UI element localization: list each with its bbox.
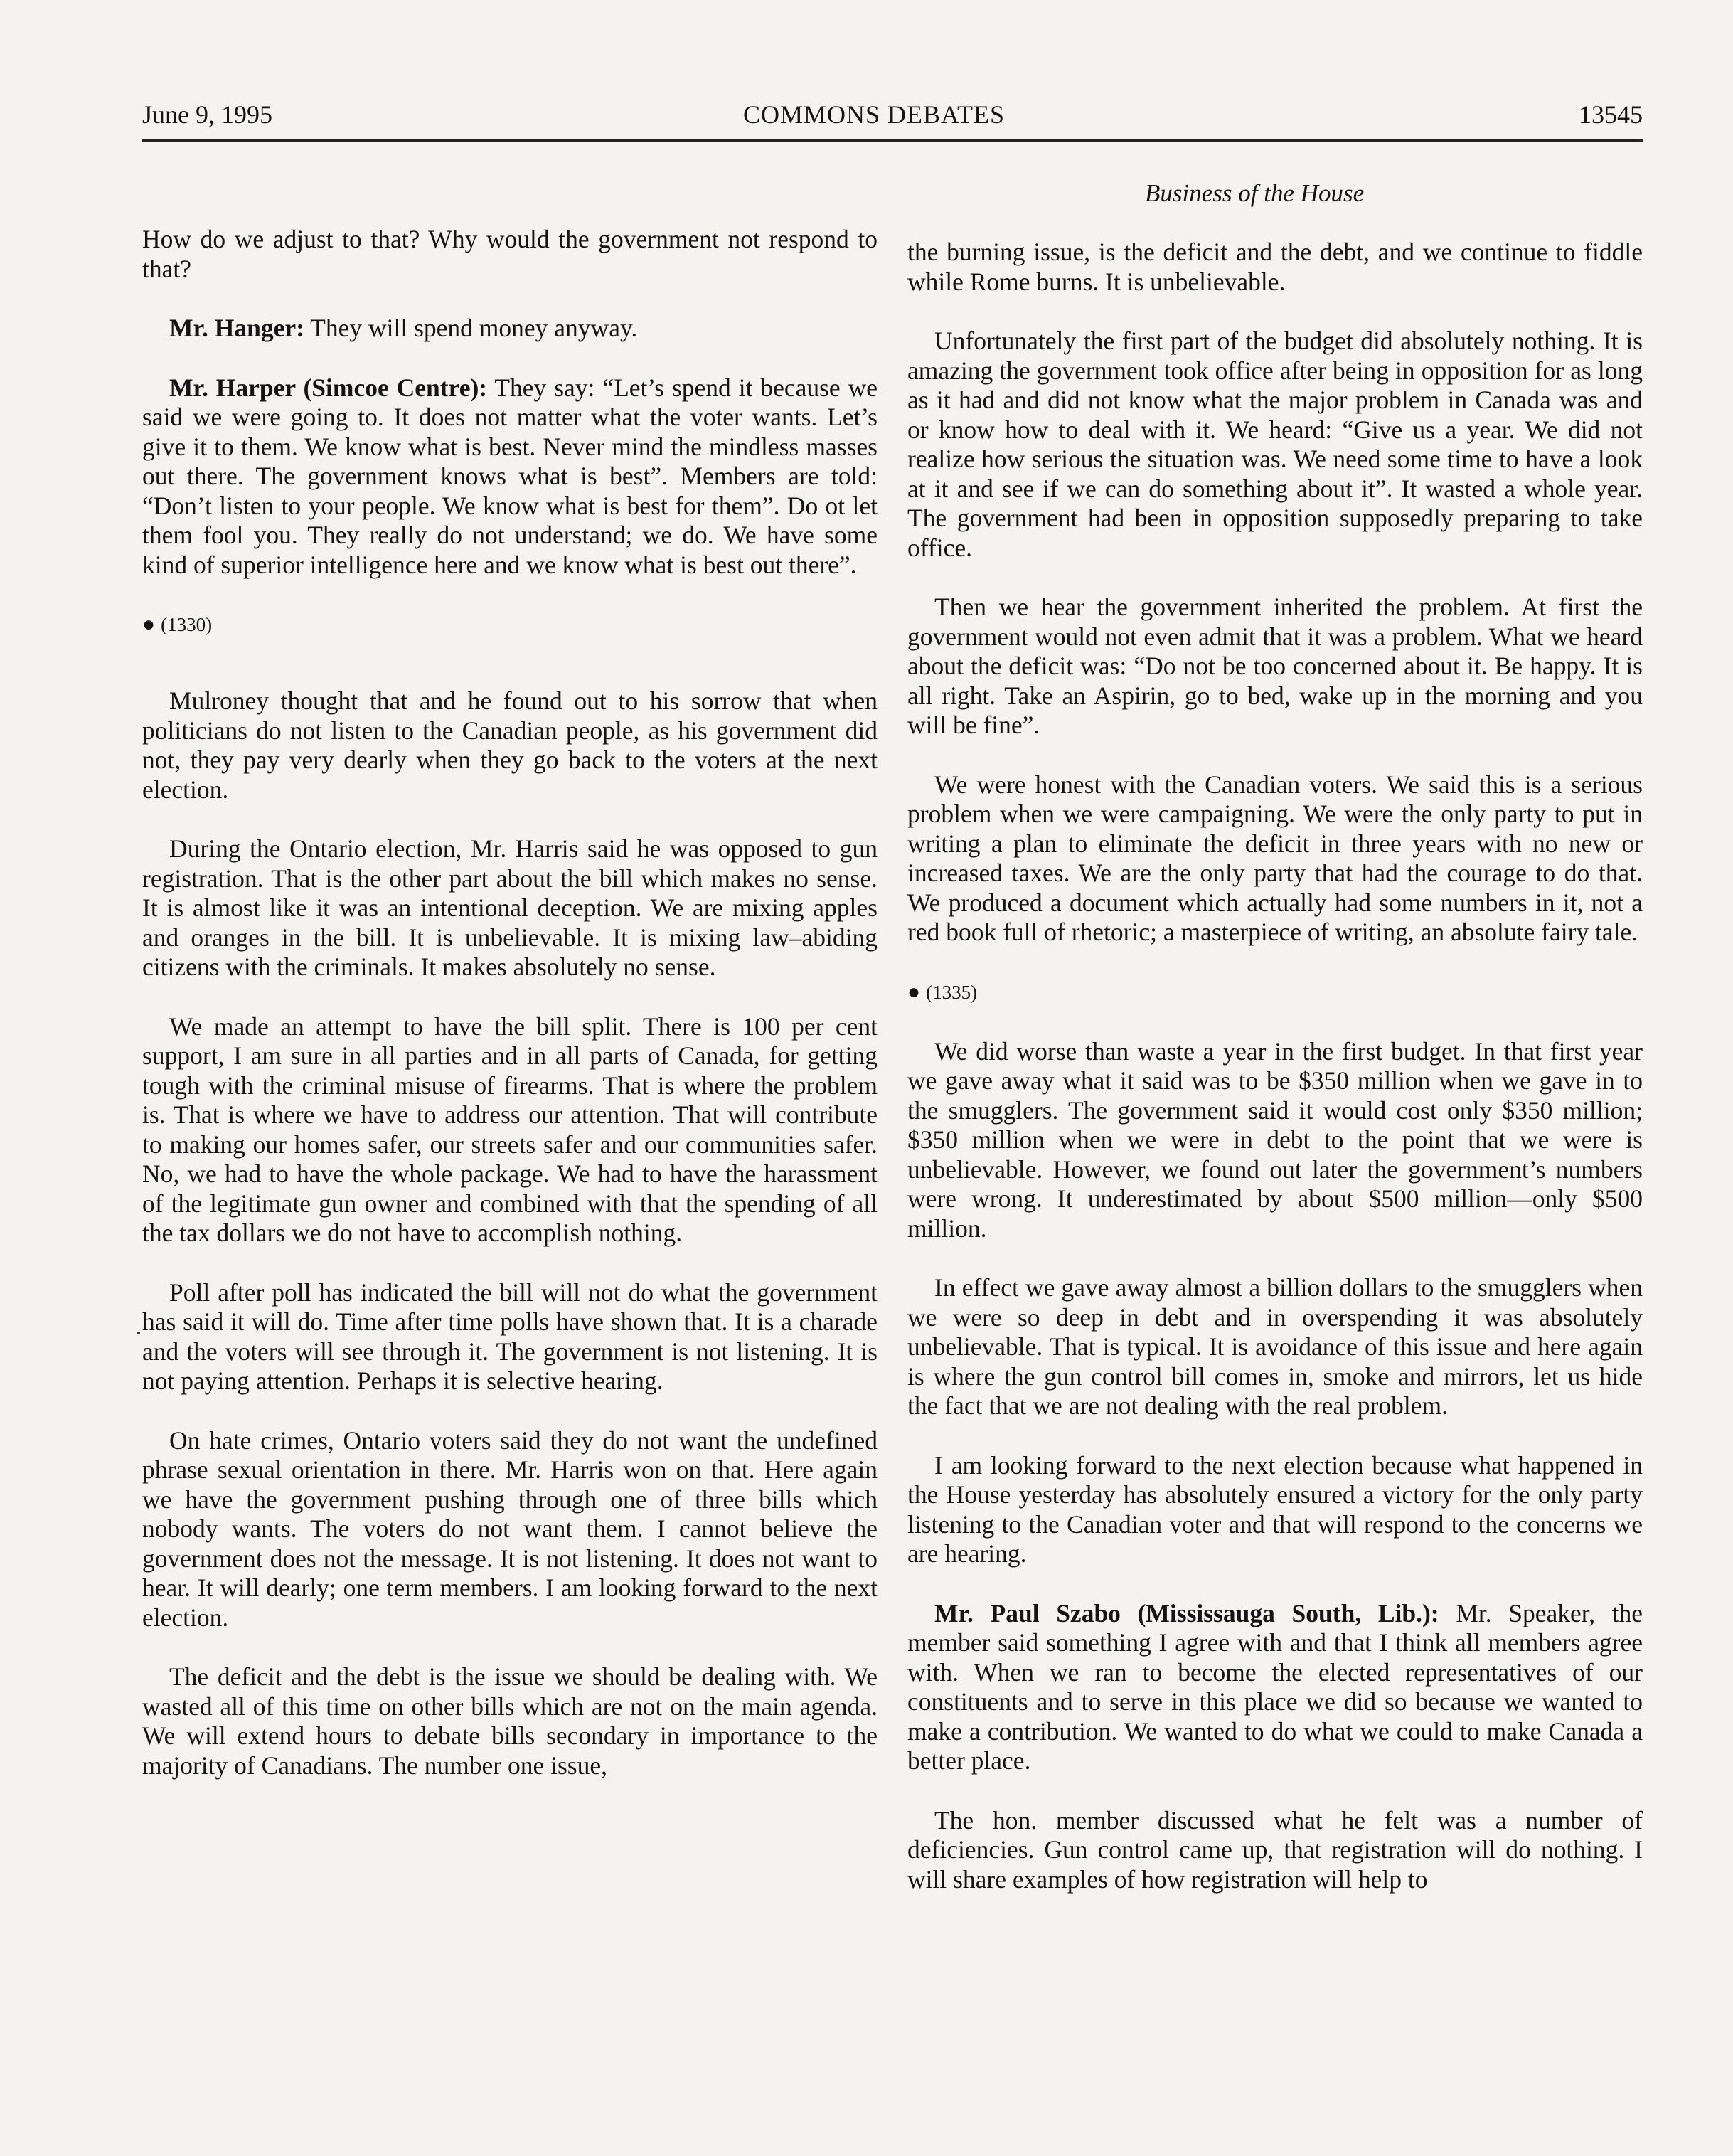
margin-speck bbox=[137, 1332, 140, 1334]
paragraph: Mulroney thought that and he found out to his sorrow that when politicians do not listen to the Canadian people, as his government did not, they pay very dearly when they go back to the voters at the next election. bbox=[142, 686, 878, 804]
paragraph: The deficit and the debt is the issue we should be dealing with. We wasted all of this time on other bills which are not on the main agenda. We will extend hours to debate bills secondary in importance to the majority of Canadians. The number one issue, bbox=[142, 1662, 878, 1780]
speech-paragraph bbox=[907, 1599, 1643, 1776]
speaker-name: Mr. Paul Szabo (Mississauga South, Lib.): bbox=[934, 1598, 1439, 1627]
speaker-name: Mr. Hanger: bbox=[169, 314, 304, 342]
speech-paragraph bbox=[142, 373, 878, 580]
paragraph: The hon. member discussed what he felt was a number of deficiencies. Gun control came up, that registration will do nothing. I will share examples of how registration will help to bbox=[907, 1805, 1643, 1894]
bullet-icon: ● bbox=[142, 612, 156, 636]
bullet-icon: ● bbox=[907, 979, 921, 1004]
paragraph: We made an attempt to have the bill split. There is 100 per cent support, I am sure in all parties and in all parts of Canada, for getting tough with the criminal misuse of firearms. That is where the problem is. That is where we have to address our attention. That will contribute to making our homes safer, our streets safer and our communities safer. No, we had to have the whole package. We had to have the harassment of the legitimate gun owner and combined with that the spending of all the tax dollars we do not have to accomplish nothing. bbox=[142, 1011, 878, 1247]
header-date: June 9, 1995 bbox=[142, 100, 272, 129]
left-column bbox=[142, 225, 878, 1810]
right-column bbox=[907, 238, 1643, 1924]
time-marker-text: (1330) bbox=[161, 614, 213, 635]
paragraph: We did worse than waste a year in the first budget. In that first year we gave away what it said was to be $350 million when we gave in to the smugglers. The government said it would cost only $350 million; $350 million when we were in debt to the point that we were is unbelievable. However, we found out later the government’s numbers were wrong. It underestimated by about $500 million—only $500 million. bbox=[907, 1036, 1643, 1243]
running-head: Business of the House bbox=[1145, 179, 1365, 207]
paragraph: We were honest with the Canadian voters. We said this is a serious problem when we were campaigning. We were the only party to put in writing a plan to eliminate the deficit in three years with no new or increased taxes. We are the only party that had the courage to do that. We produced a document which actually had some numbers in it, not a red book full of rhetoric; a masterpiece of writing, an absolute fairy tale. bbox=[907, 770, 1643, 946]
paragraph: Unfortunately the first part of the budget did absolutely nothing. It is amazing the government took office after being in opposition for as long as it had and did not know what the major problem in Canada was and or know how to deal with it. We heard: “Give us a year. We did not realize how serious the situation was. We need some time to have a look at it and see if we can do something about it”. It wasted a whole year. The government had been in opposition supposedly preparing to take office. bbox=[907, 326, 1643, 562]
speech-text: Mr. Speaker, the member said something I agree with and that I think all members agree with. When we ran to become the elected representatives of our constituents and to serve in this place we did so because we wanted to make a contribution. We wanted to do what we could to make Canada a better place. bbox=[907, 1598, 1643, 1775]
paragraph: I am looking forward to the next election because what happened in the House yesterday has absolutely ensured a victory for the only party listening to the Canadian voter and that will respond to the concerns we are hearing. bbox=[907, 1450, 1643, 1568]
speech-paragraph bbox=[142, 314, 878, 344]
time-marker bbox=[907, 977, 1643, 1007]
paragraph: During the Ontario election, Mr. Harris said he was opposed to gun registration. That is the other part about the bill which makes no sense. It is almost like it was an intentional deception. We are mixing apples and oranges in the bill. It is unbelievable. It is mixing law–abiding citizens with the criminals. It makes absolutely no sense. bbox=[142, 834, 878, 981]
page-number: 13545 bbox=[1579, 100, 1643, 129]
speaker-name: Mr. Harper (Simcoe Centre): bbox=[169, 373, 488, 402]
time-marker bbox=[142, 610, 878, 639]
speech-text: They will spend money anyway. bbox=[304, 314, 638, 342]
continued-paragraph: How do we adjust to that? Why would the government not respond to that? bbox=[142, 225, 878, 283]
time-marker-text: (1335) bbox=[926, 981, 978, 1003]
speech-text: They say: “Let’s spend it because we said we were going to. It does not matter what the voter wants. Let’s give it to them. We know what is best. Never mind the mindless masses out there. The government knows what is best”. Members are told: “Don’t listen to your people. We know what is best for them”. Do ot let them fool you. They really do not understand; we do. We have some kind of superior intelligence here and we know what is best out there”. bbox=[142, 373, 878, 579]
continued-paragraph: the burning issue, is the deficit and the debt, and we continue to fiddle while Rome burns. It is unbelievable. bbox=[907, 238, 1643, 296]
paragraph: Then we hear the government inherited the problem. At first the government would not even admit that it was a problem. What we heard about the deficit was: “Do not be too concerned about it. Be happy. It is all right. Take an Aspirin, go to bed, wake up in the morning and you will be fine”. bbox=[907, 593, 1643, 739]
paragraph: On hate crimes, Ontario voters said they do not want the undefined phrase sexual orientation in there. Mr. Harris won on that. Here again we have the government pushing through one of three bills which nobody wants. The voters do not want them. I cannot believe the government does not the message. It is not listening. It does not want to hear. It will dearly; one term members. I am looking forward to the next election. bbox=[142, 1425, 878, 1632]
header-rule bbox=[142, 139, 1643, 142]
header-title: COMMONS DEBATES bbox=[743, 100, 1006, 129]
paragraph: In effect we gave away almost a billion dollars to the smugglers when we were so deep in debt and in overspending it was absolutely unbelievable. That is typical. It is avoidance of this issue and here again is where the gun control bill comes in, smoke and mirrors, let us hide the fact that we are not dealing with the real problem. bbox=[907, 1273, 1643, 1420]
paragraph: Poll after poll has indicated the bill will not do what the government has said it will do. Time after time polls have shown that. It is a charade and the voters will see through it. The government is not listening. It is not paying attention. Perhaps it is selective hearing. bbox=[142, 1278, 878, 1395]
